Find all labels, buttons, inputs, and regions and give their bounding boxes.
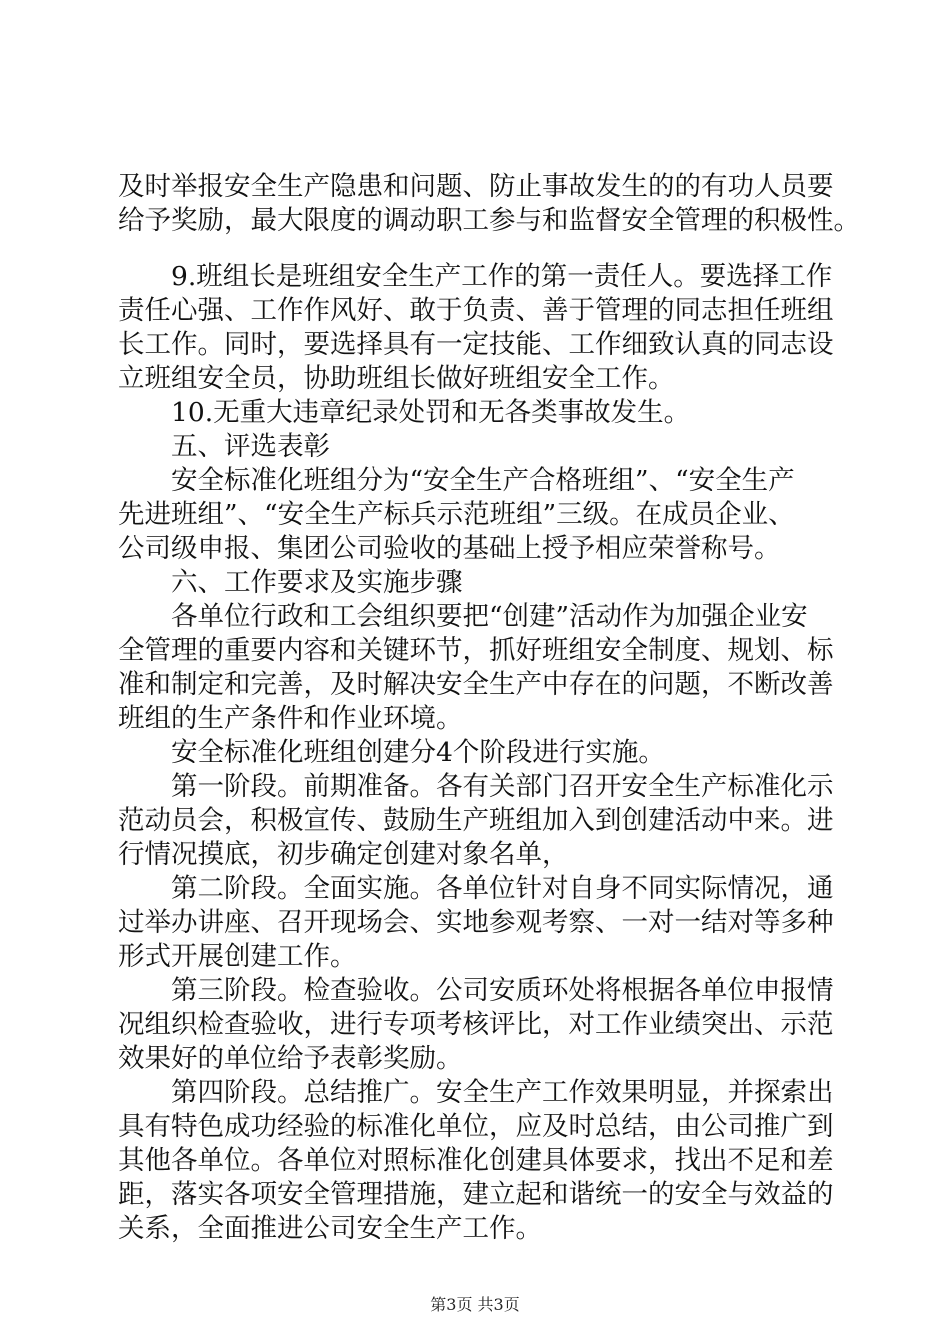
text-line: 过举办讲座、召开现场会、实地参观考察、一对一结对等多种 [118, 907, 834, 938]
text-line: 行情况摸底，初步确定创建对象名单， [118, 839, 569, 870]
section-heading [118, 430, 838, 464]
section-heading [118, 566, 838, 600]
text-line: 第三阶段。检查验收。公司安质环处将根据各单位申报情 [118, 975, 834, 1006]
paragraph-gap [118, 238, 838, 260]
paragraph [118, 1076, 838, 1246]
text-line: 责任心强、工作作风好、敢于负责、善于管理的同志担任班组 [118, 295, 834, 326]
paragraph [118, 260, 838, 396]
paragraph [118, 170, 860, 238]
text-line: 公司级申报、集团公司验收的基础上授予相应荣誉称号。 [118, 533, 781, 564]
text-line: 安全标准化班组分为“安全生产合格班组”、“安全生产 [118, 465, 795, 496]
text-line: 及时举报安全生产隐患和问题、防止事故发生的的有功人员要 [118, 171, 834, 202]
text-line: 形式开展创建工作。 [118, 941, 357, 972]
text-line: 具有特色成功经验的标准化单位，应及时总结，由公司推广到 [118, 1111, 834, 1142]
text-line: 安全标准化班组创建分4个阶段进行实施。 [118, 737, 665, 768]
text-line: 第一阶段。前期准备。各有关部门召开安全生产标准化示 [118, 771, 834, 802]
paragraph [118, 770, 838, 872]
document-body [118, 170, 860, 1246]
paragraph [118, 872, 838, 974]
page-number: 第3页 共3页 [430, 1295, 520, 1314]
text-line: 10.无重大违章纪录处罚和无各类事故发生。 [118, 397, 691, 428]
text-line: 五、评选表彰 [118, 431, 330, 462]
text-line: 给予奖励，最大限度的调动职工参与和监督安全管理的积极性。 [118, 205, 860, 236]
text-line: 第二阶段。全面实施。各单位针对自身不同实际情况，通 [118, 873, 834, 904]
page-footer [0, 1295, 950, 1315]
text-line: 况组织检查验收，进行专项考核评比，对工作业绩突出、示范 [118, 1009, 834, 1040]
text-line: 全管理的重要内容和关键环节，抓好班组安全制度、规划、标 [118, 635, 834, 666]
text-line: 准和制定和完善，及时解决安全生产中存在的问题，不断改善 [118, 669, 834, 700]
text-line: 六、工作要求及实施步骤 [118, 567, 463, 598]
text-line: 范动员会，积极宣传、鼓励生产班组加入到创建活动中来。进 [118, 805, 834, 836]
text-line: 立班组安全员，协助班组长做好班组安全工作。 [118, 363, 675, 394]
text-line: 各单位行政和工会组织要把“创建”活动作为加强企业安 [118, 601, 808, 632]
text-line: 关系，全面推进公司安全生产工作。 [118, 1213, 542, 1244]
paragraph [118, 396, 838, 430]
text-line: 距，落实各项安全管理措施，建立起和谐统一的安全与效益的 [118, 1179, 834, 1210]
text-line: 长工作。同时，要选择具有一定技能、工作细致认真的同志设 [118, 329, 834, 360]
paragraph [118, 974, 838, 1076]
paragraph [118, 736, 838, 770]
paragraph [118, 600, 838, 736]
text-line: 其他各单位。各单位对照标准化创建具体要求，找出不足和差 [118, 1145, 834, 1176]
text-line: 9.班组长是班组安全生产工作的第一责任人。要选择工作 [118, 261, 833, 292]
text-line: 效果好的单位给予表彰奖励。 [118, 1043, 463, 1074]
text-line: 先进班组”、“安全生产标兵示范班组”三级。在成员企业、 [118, 499, 795, 530]
text-line: 班组的生产条件和作业环境。 [118, 703, 463, 734]
text-line: 第四阶段。总结推广。安全生产工作效果明显，并探索出 [118, 1077, 834, 1108]
paragraph [118, 464, 838, 566]
